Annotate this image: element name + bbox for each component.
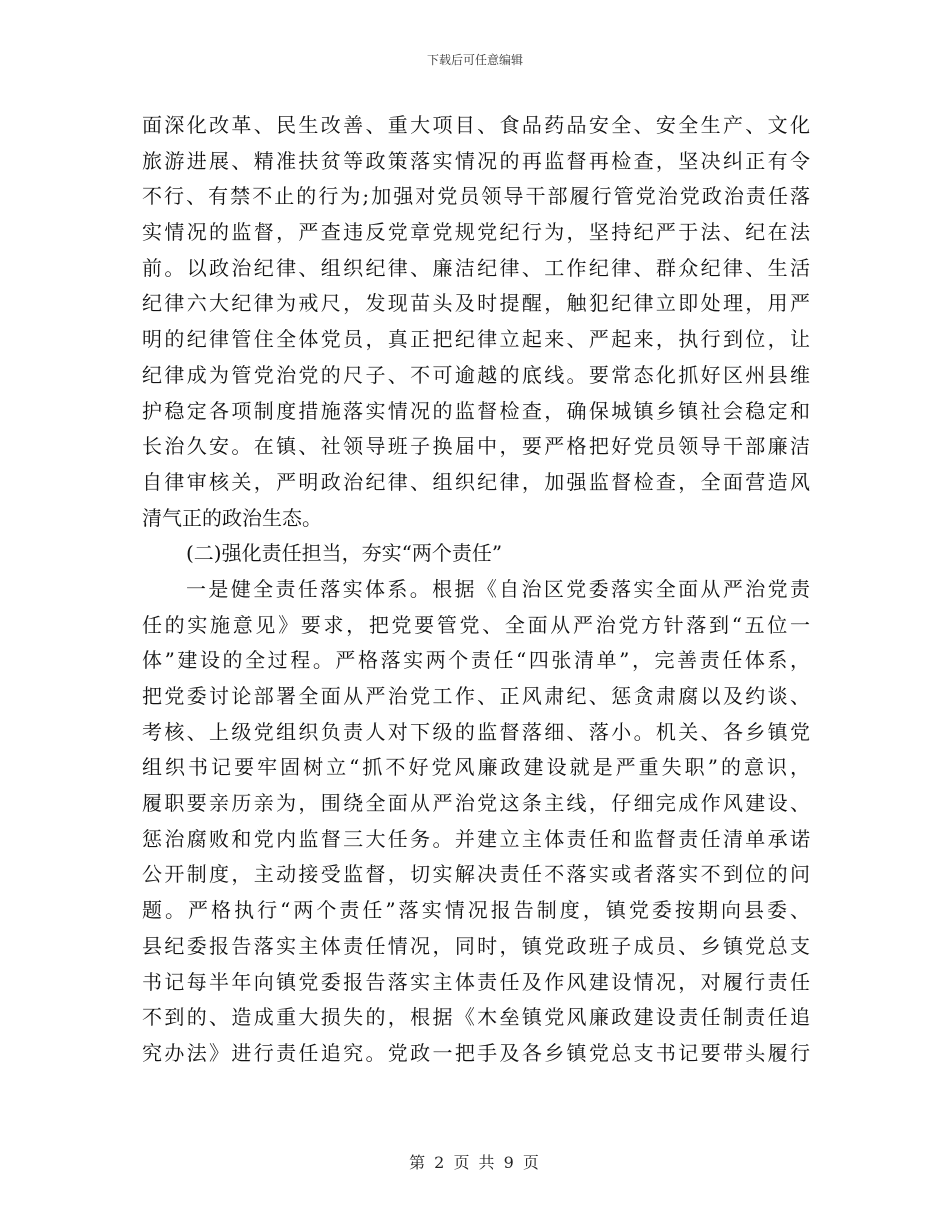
text-line: 任的实施意见》要求，把党要管党、全面从严治党方针落到“五位一 xyxy=(142,612,810,637)
text-line: 考核、上级党组织负责人对下级的监督落细、落小。机关、各乡镇党 xyxy=(142,719,810,744)
text-line: 究办法》进行责任追究。党政一把手及各乡镇党总支书记要带头履行 xyxy=(142,1040,810,1065)
text-line: 公开制度，主动接受监督，切实解决责任不落实或者落实不到位的问 xyxy=(142,862,810,887)
text-line: 纪律六大纪律为戒尺，发现苗头及时提醒，触犯纪律立即处理，用严 xyxy=(142,291,810,316)
text-line: 惩治腐败和党内监督三大任务。并建立主体责任和监督责任清单承诺 xyxy=(142,826,810,851)
document-body xyxy=(142,108,810,1072)
text-line: 县纪委报告落实主体责任情况，同时，镇党政班子成员、乡镇党总支 xyxy=(142,933,810,958)
text-line: 明的纪律管住全体党员，真正把纪律立起来、严起来，执行到位，让 xyxy=(142,327,810,352)
text-line: 前。以政治纪律、组织纪律、廉洁纪律、工作纪律、群众纪律、生活 xyxy=(142,255,810,280)
text-line: 自律审核关，严明政治纪律、组织纪律，加强监督检查，全面营造风 xyxy=(142,469,810,494)
text-line: 把党委讨论部署全面从严治党工作、正风肃纪、惩贪肃腐以及约谈、 xyxy=(142,684,810,708)
text-line: 旅游进展、精准扶贫等政策落实情况的再监督再检查，坚决纠正有令 xyxy=(142,148,810,173)
text-line: 体”建设的全过程。严格落实两个责任“四张清单”，完善责任体系， xyxy=(142,648,810,673)
text-line: 履职要亲历亲为，围绕全面从严治党这条主线，仔细完成作风建设、 xyxy=(142,791,810,816)
text-line: 组织书记要牢固树立“抓不好党风廉政建设就是严重失职”的意识， xyxy=(142,755,810,780)
text-line: 不到的、造成重大损失的，根据《木垒镇党风廉政建设责任制责任追 xyxy=(142,1005,810,1030)
text-line: 长治久安。在镇、社领导班子换届中，要严格把好党员领导干部廉洁 xyxy=(142,434,810,459)
text-line: 护稳定各项制度措施落实情况的监督检查，确保城镇乡镇社会稳定和 xyxy=(142,398,810,423)
text-line: 一是健全责任落实体系。根据《自治区党委落实全面从严治党责 xyxy=(186,576,810,601)
text-line: 面深化改革、民生改善、重大项目、食品药品安全、安全生产、文化 xyxy=(142,113,810,137)
text-line: 实情况的监督，严查违反党章党规党纪行为，坚持纪严于法、纪在法 xyxy=(142,220,810,245)
page-number-footer: 第 2 页 共 9 页 xyxy=(409,1153,541,1172)
text-line: 书记每半年向镇党委报告落实主体责任及作风建设情况，对履行责任 xyxy=(142,969,810,994)
page-header: 下载后可任意编辑 xyxy=(426,53,523,67)
text-line: 题。严格执行“两个责任”落实情况报告制度，镇党委按期向县委、 xyxy=(142,898,810,923)
text-line: 不行、有禁不止的行为;加强对党员领导干部履行管党治党政治责任落 xyxy=(142,184,810,209)
text-line: 清气正的政治生态。 xyxy=(142,505,322,530)
text-line: 纪律成为管党治党的尺子、不可逾越的底线。要常态化抓好区州县维 xyxy=(142,362,810,387)
section-heading: (二)强化责任担当，夯实“两个责任” xyxy=(186,541,503,566)
